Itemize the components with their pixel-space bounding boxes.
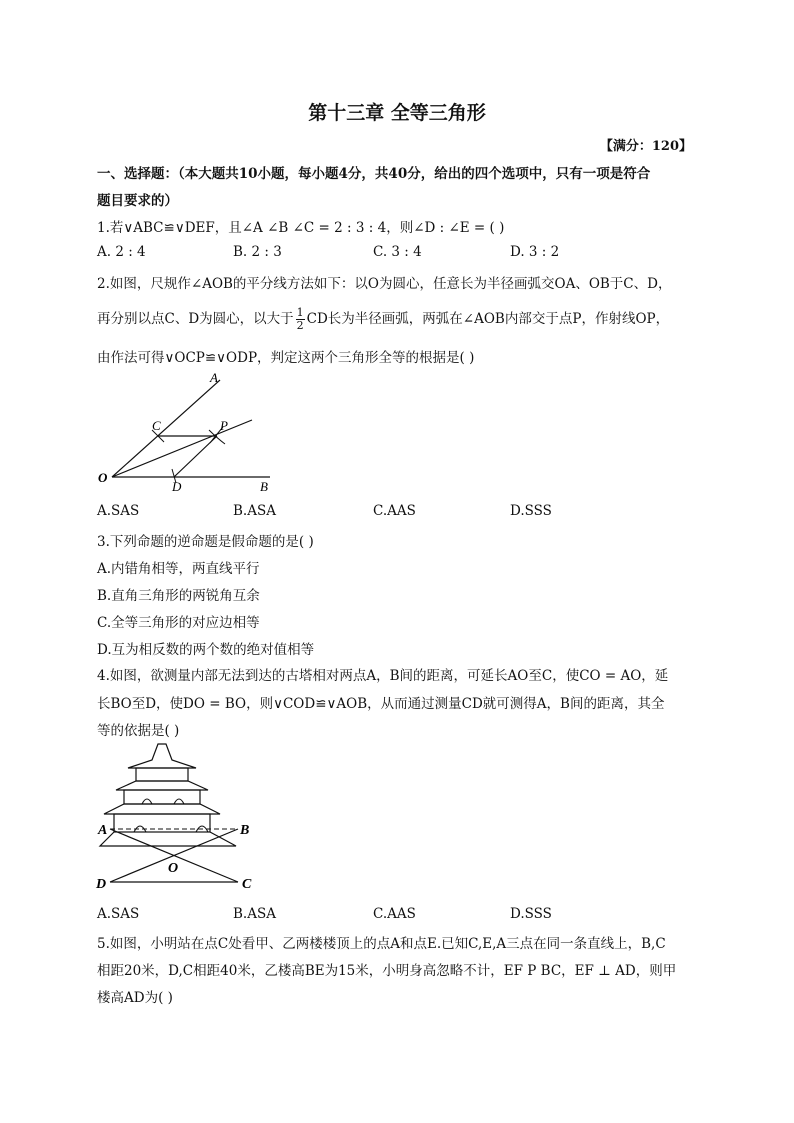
full-score-label: 【满分：120】 [599,139,692,154]
q1-option-b: B. 2 : 3 [233,244,282,260]
q2-option-a: A.SAS [97,503,140,519]
label-o: O [98,470,108,485]
fraction-denominator: 2 [296,319,304,332]
q2-option-c: C.AAS [373,503,416,519]
label-o: O [168,861,179,876]
question-5-line2: 相距20米，D,C相距40米，乙楼高BE为15米，小明身高忽略不计，EF P BC，EF ⊥ AD，则甲 [97,963,677,979]
label-d: D [172,479,182,494]
q4-option-a: A.SAS [97,906,140,922]
angle-bisector-figure [92,368,292,496]
question-5-line1: 5.如图，小明站在点C处看甲、乙两楼楼顶上的点A和点E.已知C,E,A三点在同一条直线上，B,C [97,936,666,952]
label-a: A [210,370,218,385]
label-c: C [242,877,252,892]
q3-choice-d: D.互为相反数的两个数的绝对值相等 [97,642,315,658]
fraction-numerator: 1 [296,306,304,319]
label-c: C [152,418,161,433]
ancient-tower-figure [92,742,264,894]
question-3-text: 3.下列命题的逆命题是假命题的是( ) [97,534,314,550]
q4-option-c: C.AAS [373,906,416,922]
q1-option-a: A. 2 : 4 [97,244,146,260]
q1-option-d: D. 3 : 2 [510,244,560,260]
label-d: D [96,877,107,892]
question-2-line2 [97,307,669,332]
q4-option-b: B.ASA [233,906,276,922]
q3-choice-b: B.直角三角形的两锐角互余 [97,588,260,604]
question-4-line1: 4.如图，欲测量内部无法到达的古塔相对两点A，B间的距离，可延长AO至C，使CO = AO，延 [97,668,669,684]
label-b: B [260,479,268,494]
q3-choice-c: C.全等三角形的对应边相等 [97,615,260,631]
label-a: A [98,823,108,838]
question-4-line3: 等的依据是( ) [97,723,180,739]
page-title: 第十三章 全等三角形 [308,102,486,124]
section-heading-line1: 一、选择题：（本大题共10小题，每小题4分，共40分，给出的四个选项中，只有一项是符合 [97,166,651,182]
label-b: B [240,823,250,838]
q2-option-d: D.SSS [510,503,552,519]
q3-choice-a: A.内错角相等，两直线平行 [97,561,260,577]
q4-option-d: D.SSS [510,906,552,922]
section-heading-line2: 题目要求的） [97,193,178,209]
question-2-line2-start: 再分别以点C、D为圆心，以大于 [97,311,294,327]
label-p: P [220,418,228,433]
question-4-line2: 长BO至D，使DO = BO，则∨COD≌∨AOB，从而通过测量CD就可测得A，B间的距离，其全 [97,696,665,712]
fraction-one-half [296,307,305,332]
question-1-text: 1.若∨ABC≌∨DEF，且∠A ∠B ∠C = 2 : 3 : 4，则∠D : ∠E = ( ) [97,220,505,236]
question-2-line1: 2.如图，尺规作∠AOB的平分线方法如下：以O为圆心，任意长为半径画弧交OA、OB于C、D， [97,276,672,292]
question-2-line3: 由作法可得∨OCP≌∨ODP，判定这两个三角形全等的根据是( ) [97,350,475,366]
q1-option-c: C. 3 : 4 [373,244,422,260]
question-2-line2-end: CD长为半径画弧，两弧在∠AOB内部交于点P，作射线OP， [306,311,670,327]
q2-option-b: B.ASA [233,503,276,519]
question-5-line3: 楼高AD为( ) [97,990,173,1006]
